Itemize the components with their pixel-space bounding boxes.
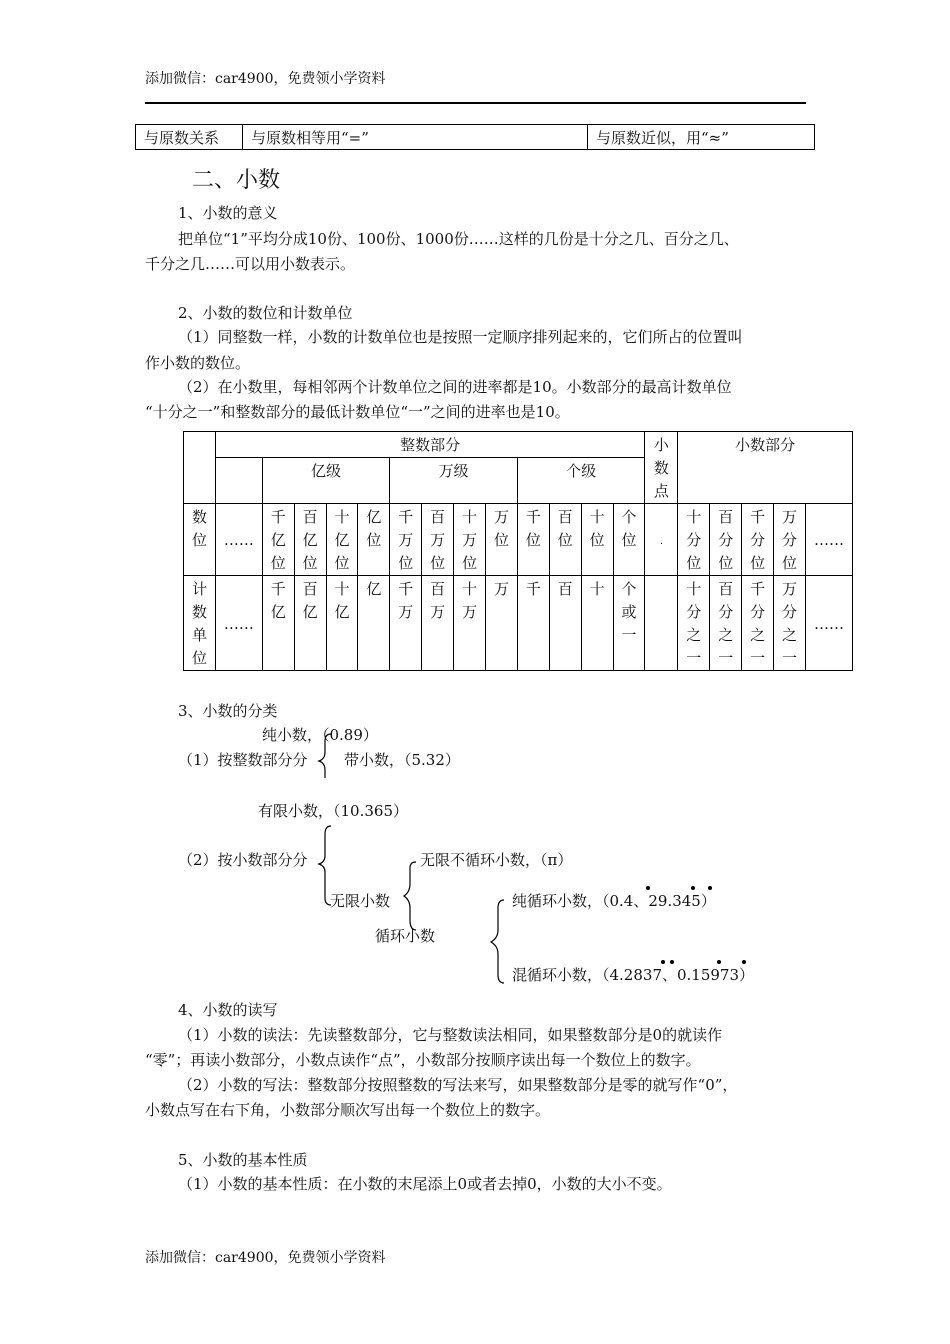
s5-p1: （1）小数的基本性质：在小数的末尾添上0或者去掉0，小数的大小不变。 xyxy=(178,1175,672,1193)
c2-label: （2）按小数部分分 xyxy=(178,851,308,869)
place-dec-cell: 千分位 xyxy=(742,504,774,576)
s2-p2a: （2）在小数里，每相邻两个计数单位之间的进率都是10。小数部分的最高计数单位 xyxy=(178,378,732,396)
s3-heading: 3、小数的分类 xyxy=(178,702,278,720)
s2-p1a: （1）同整数一样，小数的计数单位也是按照一定顺序排列起来的，它们所占的位置叫 xyxy=(178,328,743,346)
unit-int-cell: 千 xyxy=(517,576,549,671)
pure-decimal: 纯小数，（0.89） xyxy=(262,726,378,744)
unit-dec-cell: 千分之一 xyxy=(742,576,774,671)
ellipsis-cell: …… xyxy=(215,504,262,576)
unit-int-cell: 万 xyxy=(486,576,518,671)
place-int-cell: 亿位 xyxy=(358,504,390,576)
s4-p2a: （2）小数的写法：整数部分按照整数的写法来写，如果整数部分是零的就写作“0”， xyxy=(178,1076,738,1094)
s2-heading: 2、小数的数位和计数单位 xyxy=(178,304,353,322)
unit-int-cell: 千万 xyxy=(390,576,422,671)
place-int-cell: 千亿位 xyxy=(262,504,294,576)
page-header: 添加微信：car4900，免费领小学资料 xyxy=(145,71,386,87)
s2-p2b: “十分之一”和整数部分的最低计数单位“一”之间的进率也是10。 xyxy=(145,403,570,421)
unit-int-cell: 十万 xyxy=(454,576,486,671)
equal-cell: 与原数相等用“=” xyxy=(243,125,588,150)
place-int-cell: 万位 xyxy=(486,504,518,576)
unit-int-cell: 百亿 xyxy=(294,576,326,671)
group-yi: 亿级 xyxy=(262,458,390,504)
approx-cell: 与原数近似，用“≈” xyxy=(588,125,815,150)
place-dec-cell: 百分位 xyxy=(710,504,742,576)
unit-int-cell: 十 xyxy=(581,576,613,671)
c1-label: （1）按整数部分分 xyxy=(178,751,308,769)
infinite-decimal: 无限小数 xyxy=(330,892,391,910)
unit-dec-cell: 十分之一 xyxy=(678,576,710,671)
relation-label-cell: 与原数关系 xyxy=(136,125,243,150)
s4-p1a: （1）小数的读法：先读整数部分，它与整数读法相同，如果整数部分是0的就读作 xyxy=(178,1026,723,1044)
repeating-decimal: 循环小数 xyxy=(375,927,436,945)
place-int-cell: 百万位 xyxy=(422,504,454,576)
s4-p2b: 小数点写在右下角，小数部分顺次写出每一个数位上的数字。 xyxy=(145,1101,551,1119)
mixed-number-decimal: 带小数，（5.32） xyxy=(344,751,460,769)
unit-int-cell: 百万 xyxy=(422,576,454,671)
page-footer: 添加微信：car4900，免费领小学资料 xyxy=(145,1250,386,1266)
decimal-point-cell: . xyxy=(645,504,678,576)
unit-int-cell: 亿 xyxy=(358,576,390,671)
place-int-cell: 十亿位 xyxy=(326,504,358,576)
non-repeating-decimal: 无限不循环小数，（π） xyxy=(420,851,573,869)
unit-int-cell: 个或一 xyxy=(613,576,645,671)
place-int-cell: 千位 xyxy=(517,504,549,576)
place-dec-cell: 万分位 xyxy=(774,504,806,576)
finite-decimal: 有限小数，（10.365） xyxy=(258,802,408,820)
place-int-cell: 个位 xyxy=(613,504,645,576)
mixed-repeating-decimal: 混循环小数，（4.2837、0.15973） xyxy=(512,966,755,984)
integer-part-header: 整数部分 xyxy=(215,432,645,458)
unit-int-cell: 千亿 xyxy=(262,576,294,671)
s5-heading: 5、小数的基本性质 xyxy=(178,1151,308,1169)
row-label-place: 数位 xyxy=(184,504,216,576)
s1-heading: 1、小数的意义 xyxy=(178,204,278,222)
group-ge: 个级 xyxy=(517,458,645,504)
ellipsis-cell: …… xyxy=(215,576,262,671)
row-label-unit: 计数单位 xyxy=(184,576,216,671)
group-wan: 万级 xyxy=(390,458,518,504)
unit-dec-cell: 百分之一 xyxy=(710,576,742,671)
unit-dec-cell: 万分之一 xyxy=(774,576,806,671)
place-int-cell: 千万位 xyxy=(390,504,422,576)
section-title: 二、小数 xyxy=(192,168,281,193)
place-dec-cell: 十分位 xyxy=(678,504,710,576)
ellipsis-cell: …… xyxy=(805,504,852,576)
place-int-cell: 十位 xyxy=(581,504,613,576)
unit-int-cell: 十亿 xyxy=(326,576,358,671)
decimal-point-header: 小数点 xyxy=(645,432,678,504)
s1-paragraph-2: 千分之几……可以用小数表示。 xyxy=(145,255,356,273)
s4-p1b: “零”；再读小数部分，小数点读作“点”，小数部分按顺序读出每一个数位上的数字。 xyxy=(145,1051,701,1069)
place-int-cell: 百亿位 xyxy=(294,504,326,576)
pure-repeating-decimal: 纯循环小数，（0.4、29.345） xyxy=(512,892,716,910)
s2-p1b: 作小数的数位。 xyxy=(145,354,251,372)
s1-paragraph-1: 把单位“1”平均分成10份、100份、1000份……这样的几份是十分之几、百分之几、 xyxy=(178,230,739,248)
unit-int-cell: 百 xyxy=(549,576,581,671)
place-int-cell: 十万位 xyxy=(454,504,486,576)
s4-heading: 4、小数的读写 xyxy=(178,1001,278,1019)
place-int-cell: 百位 xyxy=(549,504,581,576)
decimal-part-header: 小数部分 xyxy=(678,432,853,504)
ellipsis-cell: …… xyxy=(805,576,852,671)
